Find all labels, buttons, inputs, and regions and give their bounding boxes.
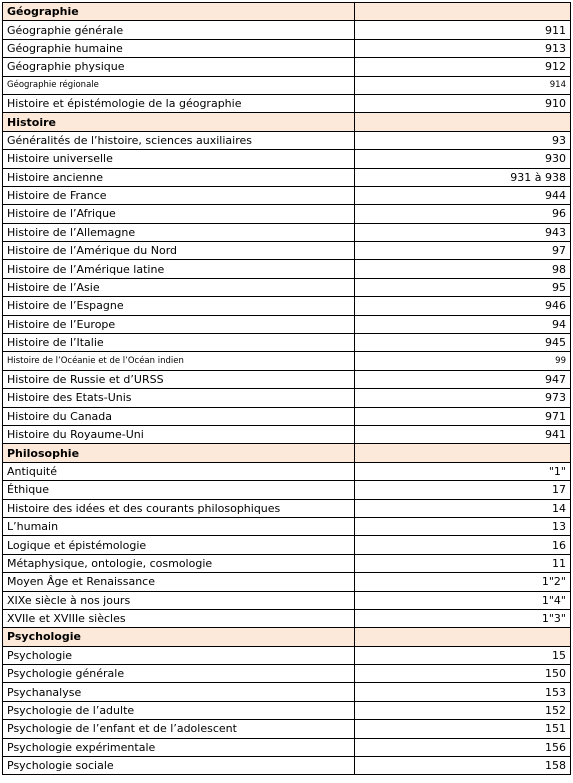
subject-label: Histoire de l’Allemagne <box>3 223 355 241</box>
subject-label: Histoire de l’Amérique latine <box>3 260 355 278</box>
subject-label: Géographie humaine <box>3 39 355 57</box>
subject-label: Histoire du Canada <box>3 407 355 425</box>
classification-code: 14 <box>355 499 571 517</box>
subject-label: Histoire ancienne <box>3 168 355 186</box>
classification-code: 156 <box>355 738 571 756</box>
subject-label: Éthique <box>3 481 355 499</box>
section-title: Histoire <box>3 113 355 131</box>
table-row <box>3 297 571 315</box>
classification-code: 912 <box>355 58 571 76</box>
classification-code: 943 <box>355 223 571 241</box>
subject-label: Histoire de l’Italie <box>3 334 355 352</box>
subject-label: Métaphysique, ontologie, cosmologie <box>3 554 355 572</box>
classification-code: 944 <box>355 186 571 204</box>
table-row <box>3 278 571 296</box>
subject-label: Histoire de l’Espagne <box>3 297 355 315</box>
table-row <box>3 462 571 480</box>
classification-code: 930 <box>355 150 571 168</box>
table-row <box>3 536 571 554</box>
section-code-cell <box>355 113 571 131</box>
classification-code: 98 <box>355 260 571 278</box>
table-row <box>3 352 571 370</box>
classification-code: 97 <box>355 242 571 260</box>
classification-code: 150 <box>355 665 571 683</box>
table-row <box>3 242 571 260</box>
subject-label: Antiquité <box>3 462 355 480</box>
table-row <box>3 21 571 39</box>
subject-label: Histoire des Etats-Unis <box>3 389 355 407</box>
classification-code: 11 <box>355 554 571 572</box>
table-row <box>3 701 571 719</box>
table-row <box>3 720 571 738</box>
subject-label: Géographie physique <box>3 58 355 76</box>
section-title: Philosophie <box>3 444 355 462</box>
subject-label: Psychologie sociale <box>3 757 355 775</box>
table-row <box>3 407 571 425</box>
classification-code: 947 <box>355 370 571 388</box>
subject-label: Histoire de Russie et d’URSS <box>3 370 355 388</box>
table-row <box>3 223 571 241</box>
table-row <box>3 58 571 76</box>
subject-label: Géographie régionale <box>3 76 355 94</box>
subject-label: Psychologie de l’adulte <box>3 701 355 719</box>
classification-code: "1" <box>355 462 571 480</box>
section-code-cell <box>355 628 571 646</box>
section-header-row <box>3 628 571 646</box>
classification-code: 158 <box>355 757 571 775</box>
table-row <box>3 646 571 664</box>
table-row <box>3 205 571 223</box>
table-row <box>3 94 571 112</box>
table-row <box>3 76 571 94</box>
section-code-cell <box>355 3 571 21</box>
subject-label: Histoire universelle <box>3 150 355 168</box>
classification-code: 96 <box>355 205 571 223</box>
table-row <box>3 334 571 352</box>
table-row <box>3 150 571 168</box>
classification-code: 1"4" <box>355 591 571 609</box>
classification-code: 153 <box>355 683 571 701</box>
table-row <box>3 499 571 517</box>
subject-label: Histoire de l’Asie <box>3 278 355 296</box>
section-code-cell <box>355 444 571 462</box>
section-header-row <box>3 444 571 462</box>
table-row <box>3 554 571 572</box>
section-title: Géographie <box>3 3 355 21</box>
table-row <box>3 315 571 333</box>
classification-code: 151 <box>355 720 571 738</box>
classification-code: 94 <box>355 315 571 333</box>
table-body <box>3 3 571 775</box>
classification-code: 931 à 938 <box>355 168 571 186</box>
subject-label: Histoire de l’Afrique <box>3 205 355 223</box>
classification-code: 95 <box>355 278 571 296</box>
subject-label: Moyen Âge et Renaissance <box>3 573 355 591</box>
subject-label: Psychologie expérimentale <box>3 738 355 756</box>
subject-label: Psychologie de l’enfant et de l’adolescent <box>3 720 355 738</box>
section-title: Psychologie <box>3 628 355 646</box>
table-row <box>3 517 571 535</box>
subject-label: Psychanalyse <box>3 683 355 701</box>
table-row <box>3 425 571 443</box>
table-row <box>3 665 571 683</box>
subject-label: Géographie générale <box>3 21 355 39</box>
classification-code: 913 <box>355 39 571 57</box>
table-row <box>3 573 571 591</box>
section-header-row <box>3 3 571 21</box>
classification-code: 911 <box>355 21 571 39</box>
table-row <box>3 370 571 388</box>
classification-code: 93 <box>355 131 571 149</box>
subject-label: XIXe siècle à nos jours <box>3 591 355 609</box>
subject-label: Histoire des idées et des courants philosophiques <box>3 499 355 517</box>
classification-code: 910 <box>355 94 571 112</box>
classification-code: 945 <box>355 334 571 352</box>
table-row <box>3 738 571 756</box>
table-row <box>3 757 571 775</box>
classification-table <box>2 2 571 775</box>
subject-label: L’humain <box>3 517 355 535</box>
classification-code: 1"2" <box>355 573 571 591</box>
classification-code: 15 <box>355 646 571 664</box>
classification-code: 99 <box>355 352 571 370</box>
subject-label: XVIIe et XVIIIe siècles <box>3 609 355 627</box>
classification-code: 971 <box>355 407 571 425</box>
table-row <box>3 260 571 278</box>
table-row <box>3 168 571 186</box>
table-row <box>3 186 571 204</box>
table-row <box>3 481 571 499</box>
table-row <box>3 39 571 57</box>
subject-label: Histoire de France <box>3 186 355 204</box>
table-row <box>3 131 571 149</box>
table-row <box>3 389 571 407</box>
classification-code: 152 <box>355 701 571 719</box>
classification-code: 17 <box>355 481 571 499</box>
subject-label: Histoire de l’Océanie et de l’Océan indien <box>3 352 355 370</box>
subject-label: Logique et épistémologie <box>3 536 355 554</box>
classification-code: 16 <box>355 536 571 554</box>
subject-label: Histoire de l’Europe <box>3 315 355 333</box>
table-row <box>3 591 571 609</box>
subject-label: Généralités de l’histoire, sciences auxiliaires <box>3 131 355 149</box>
subject-label: Histoire de l’Amérique du Nord <box>3 242 355 260</box>
table-row <box>3 609 571 627</box>
subject-label: Psychologie <box>3 646 355 664</box>
subject-label: Histoire et épistémologie de la géographie <box>3 94 355 112</box>
classification-code: 941 <box>355 425 571 443</box>
classification-code: 946 <box>355 297 571 315</box>
section-header-row <box>3 113 571 131</box>
classification-code: 914 <box>355 76 571 94</box>
classification-code: 1"3" <box>355 609 571 627</box>
subject-label: Histoire du Royaume-Uni <box>3 425 355 443</box>
classification-code: 973 <box>355 389 571 407</box>
subject-label: Psychologie générale <box>3 665 355 683</box>
classification-code: 13 <box>355 517 571 535</box>
table-row <box>3 683 571 701</box>
